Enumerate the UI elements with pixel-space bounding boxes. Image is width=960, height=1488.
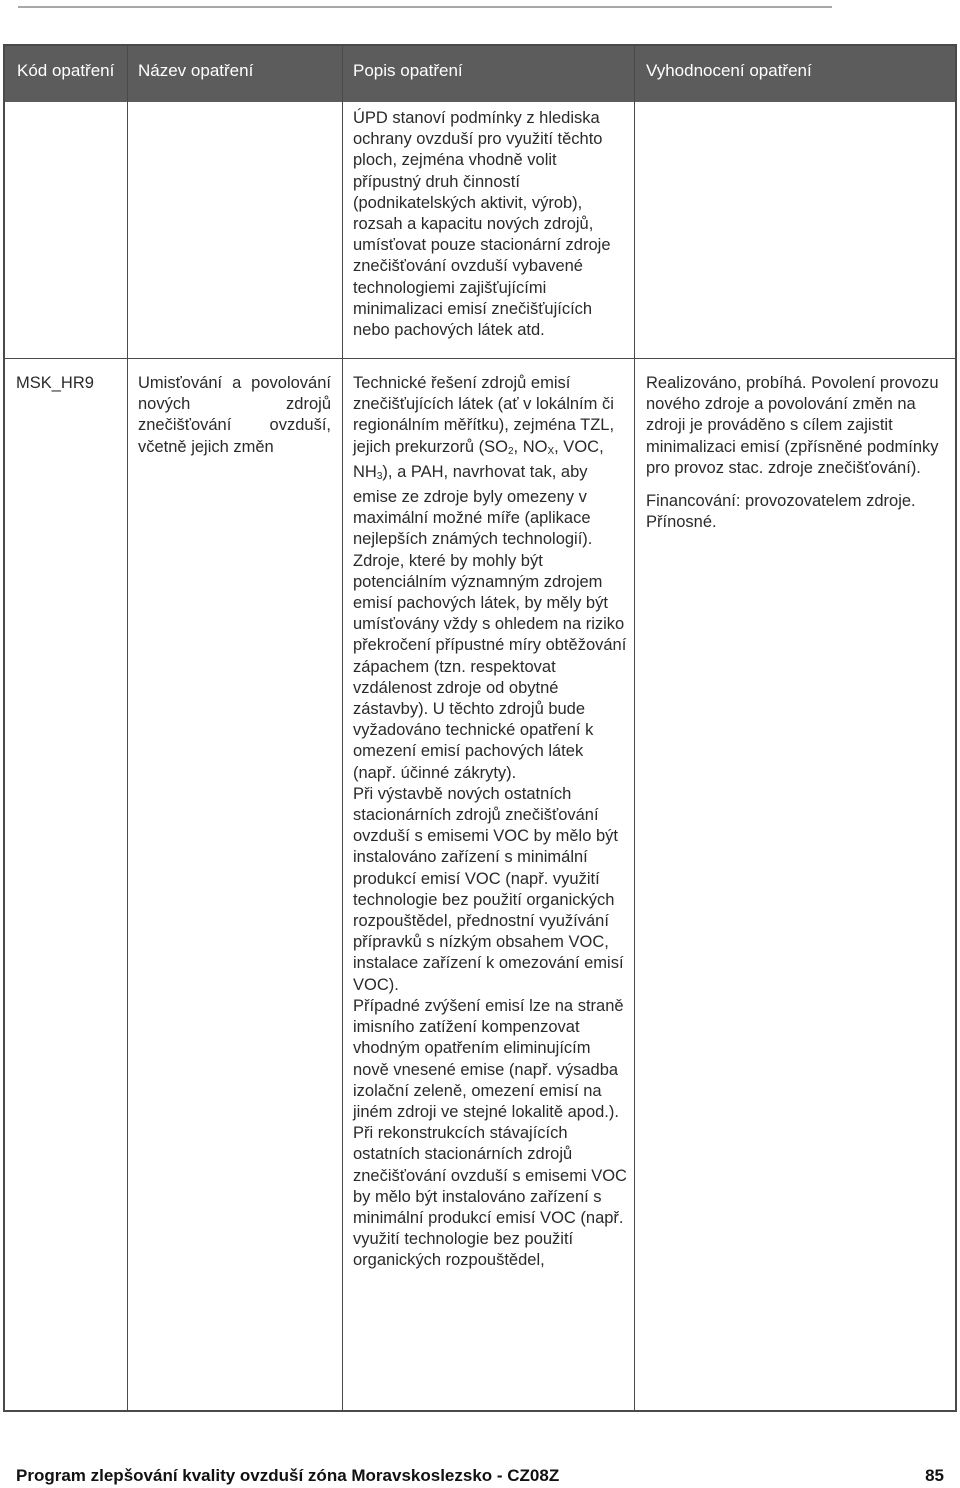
row2-description — [353, 373, 628, 1272]
footer-title: Program zlepšování kvality ovzduší zóna Moravskoslezsko - CZ08Z — [16, 1466, 560, 1485]
header-description: Popis opatření — [353, 61, 463, 80]
description-paragraph: Zdroje, které by mohly být potenciálním významným zdrojem emisí pachových látek, by měly být umísťovány vždy s ohledem na riziko překročení přípustné míry obtěžování zápachem (tzn. respektovat vzdálenost zdroje od obytné zástavby). U těchto zdrojů bude vyžadováno technické opatření k omezení emisí pachových látek (např. účinné zákryty). — [353, 551, 627, 782]
row1-description: ÚPD stanoví podmínky z hlediska ochrany ovzduší pro využití těchto ploch, zejména vhodně volit přípustný druh činností (podnikatelských aktivit, výrob), rozsah a kapacitu nových zdrojů, umísťovat pouze stacionární zdroje znečišťování ovzduší vybavené technologiemi zajišťujícími minimalizaci emisí znečišťujících nebo pachových látek atd. — [353, 109, 611, 340]
evaluation-paragraph: Realizováno, probíhá. Povolení provozu nového zdroje a povolování změn na zdroji je prováděno s cílem zajistit minimalizaci emisí (zpřísněné podmínky pro provoz stac. zdroje znečišťování). — [646, 374, 939, 477]
row2-name: Umisťování a povolování nových zdrojů znečišťování ovzduší, včetně jejich změn — [138, 374, 331, 456]
top-rule — [18, 6, 832, 8]
row-divider — [5, 358, 955, 359]
description-paragraph: Případné zvýšení emisí lze na straně imisního zatížení kompenzovat vhodným opatřením eliminujícím nově vnesené emise (např. výsadba izolační zeleně, omezení emisí na jiném zdroji ve stejné lokalitě apod.). — [353, 996, 624, 1121]
column-divider — [634, 46, 635, 1410]
row2-evaluation — [646, 373, 946, 533]
description-paragraph: Při rekonstrukcích stávajících ostatních stacionárních zdrojů znečišťování ovzduší s emisemi VOC by mělo být instalováno zařízení s minimální produkcí emisí VOC (např. využití technologie bez použití organických rozpouštědel, — [353, 1124, 627, 1270]
header-code: Kód opatření — [17, 61, 115, 80]
description-paragraph: Při výstavbě nových ostatních stacionárních zdrojů znečišťování ovzduší s emisemi VOC by mělo být instalováno zařízení s minimální produkcí emisí VOC (např. využití technologie bez použití organických rozpouštědel, přednostní využívání přípravků s nízkým obsahem VOC, instalace zařízení k omezování emisí VOC). — [353, 784, 624, 994]
header-evaluation: Vyhodnocení opatření — [646, 61, 812, 80]
row2-code: MSK_HR9 — [16, 374, 94, 392]
column-divider — [127, 46, 128, 1410]
header-name: Název opatření — [138, 61, 254, 80]
column-divider — [342, 46, 343, 1410]
measures-table — [3, 44, 957, 1412]
description-paragraph: Technické řešení zdrojů emisí znečišťujících látek (ať v lokálním či regionálním měřítku), zejména TZL, jejich prekurzorů ($SO_2$, $NO_X$, VOC, $NH_3$), a PAH, navrhovat tak, aby emise ze zdroje byly omezeny v maximální možné míře (aplikace nejlepších známých technologií). — [353, 374, 615, 549]
page-number: 85 — [925, 1466, 944, 1485]
evaluation-paragraph: Financování: provozovatelem zdroje. Přínosné. — [646, 492, 916, 532]
table-header — [5, 46, 955, 102]
